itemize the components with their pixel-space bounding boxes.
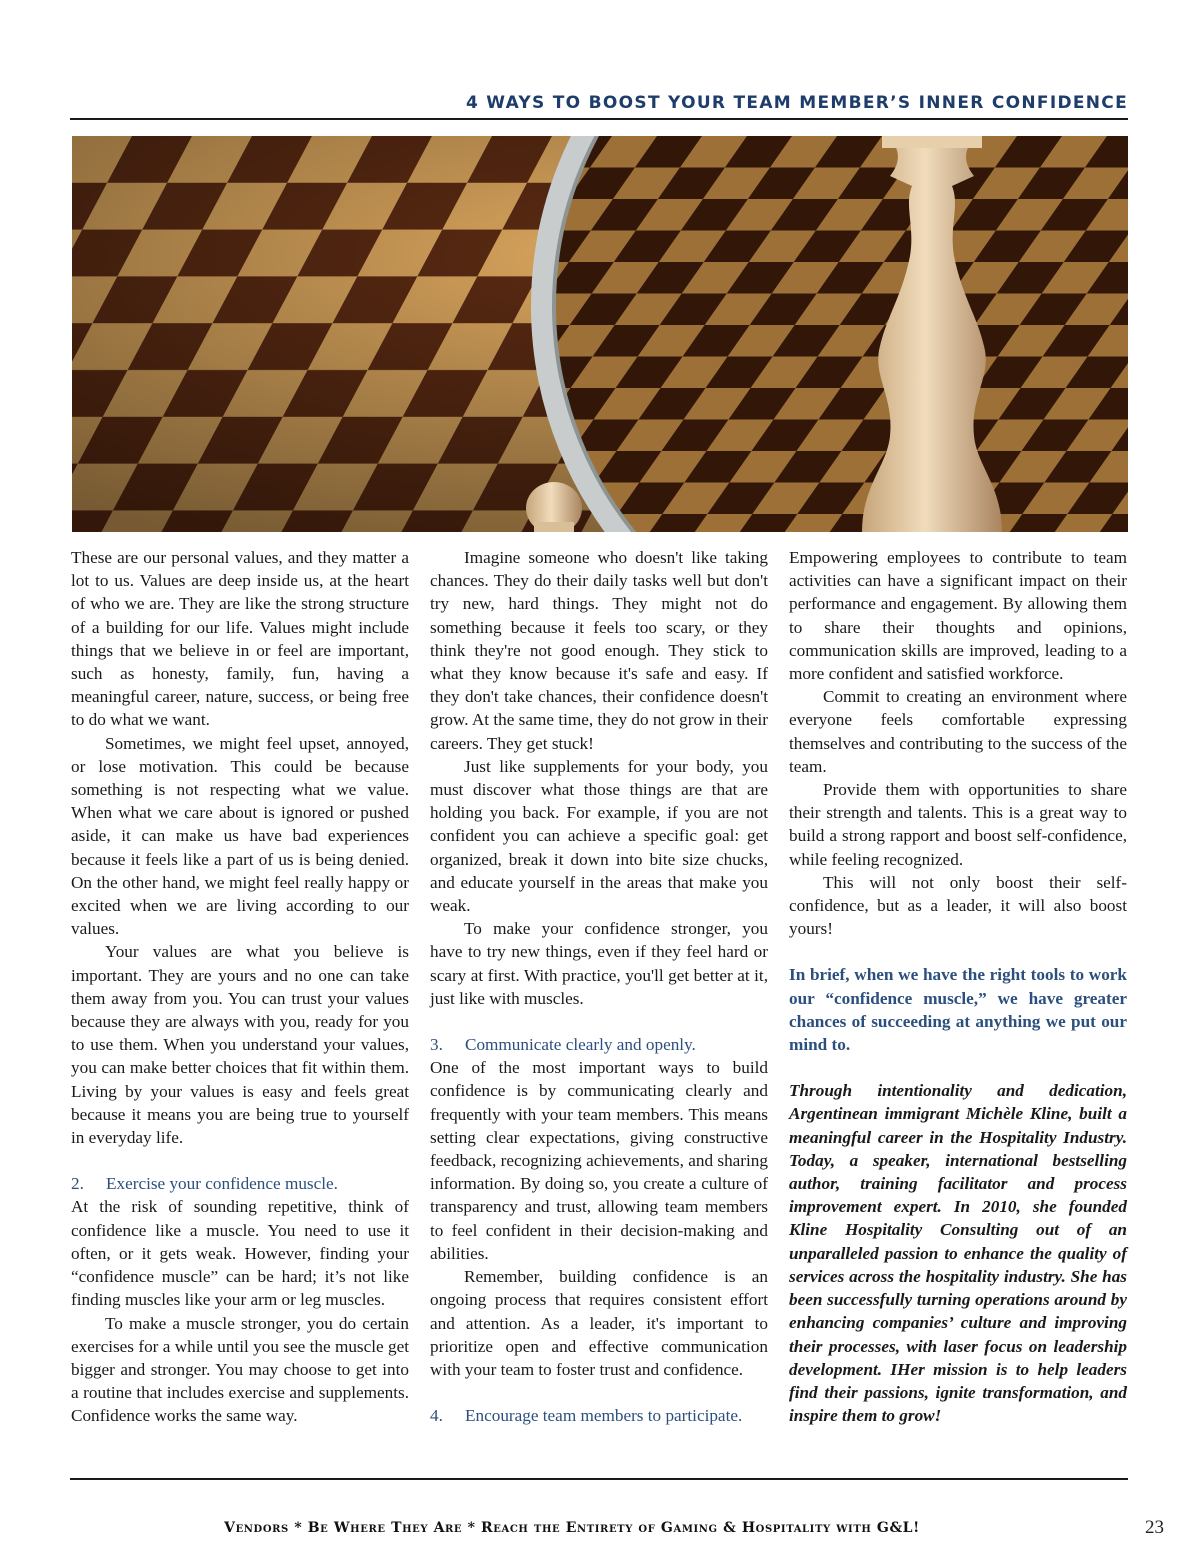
paragraph: Your values are what you believe is important. They are yours and no one can take them away from you. You can trust your values because they are always with you, ready for you to use them. When you understand your values, you can make better choices that fit within them. Living by your values is easy and feels great because it means you are being true to yourself in everyday life. bbox=[71, 942, 409, 1148]
paragraph: These are our personal values, and they matter a lot to us. Values are deep inside us, at the heart of who we are. They are like the strong structure of a building for our life. Values might include things that we believe in or feel are important, such as honesty, family, fun, having a meaningful career, nature, success, or being free to do what we want. bbox=[71, 548, 409, 730]
summary-callout: In brief, when we have the right tools to work our “confidence muscle,” we have greater chances of succeeding at anything we put our mind to. bbox=[789, 965, 1127, 1055]
section-title: Encourage team members to participate. bbox=[465, 1406, 743, 1426]
author-bio: Through intentionality and dedication, Argentinean immigrant Michèle Kline, built a meaningful career in the Hospitality Industry. Today, a speaker, international bestselling author, training facilitator and process improvement expert. In 2010, she founded Kline Hospitality Consulting out of an unparalleled passion to enhance the quality of services across the hospitality industry. She has been successfully turning operations around by enhancing companies’ culture and improving their processes, with laser focus on leadership development. IHer mission is to help leaders find their passions, ignite transformation, and inspire them to grow! bbox=[789, 1081, 1127, 1426]
paragraph: Sometimes, we might feel upset, annoyed, or lose motivation. This could be because something is not respecting what we value. When what we care about is ignored or pushed aside, it can make us have bad experiences because it feels like a part of us is being denied. On the other hand, we might feel really happy or excited when we are living according to our values. bbox=[71, 733, 409, 939]
spacer bbox=[430, 1381, 768, 1404]
section-heading-3 bbox=[430, 1033, 768, 1056]
hero-image bbox=[72, 136, 1128, 532]
paragraph: Imagine someone who doesn't like taking chances. They do their daily tasks well but don't try new, hard things. They might not do something because it feels too scary, or they think they're not good enough. They stick to what they know because it's safe and easy. If they don't take chances, their confidence doesn't grow. At the same time, they do not grow in their careers. They get stuck! bbox=[430, 548, 768, 753]
text-column-1 bbox=[71, 546, 409, 1428]
chess-king-in-mirror-image bbox=[72, 136, 1128, 532]
paragraph: One of the most important ways to build confidence is by communicating clearly and frequently with your team members. This means setting clear expectations, giving constructive feedback, recognizing achievements, and sharing information. By doing so, you create a culture of transparency and trust, allowing team members to feel confident in their decision-making and abilities. bbox=[430, 1058, 768, 1263]
paragraph: This will not only boost their self-confidence, but as a leader, it will also boost yours! bbox=[789, 872, 1127, 939]
paragraph: Just like supplements for your body, you must discover what those things are that are holding you back. For example, if you are not confident you can achieve a specific goal: get organized, break it down into bite size chucks, and educate yourself in the areas that make you weak. bbox=[430, 756, 768, 916]
spacer bbox=[789, 940, 1127, 963]
section-heading-4 bbox=[430, 1404, 768, 1427]
section-number: 4. bbox=[430, 1406, 443, 1426]
footer-tagline: Vendors * Be Where They Are * Reach the Entirety of Gaming & Hospitality with G&L! bbox=[224, 1520, 920, 1536]
paragraph: To make a muscle stronger, you do certain exercises for a while until you see the muscle get bigger and stronger. You may choose to get into a routine that includes exercise and supplements. Confidence works the same way. bbox=[71, 1313, 409, 1426]
paragraph: At the risk of sounding repetitive, think of confidence like a muscle. You need to use it often, or it gets weak. However, finding your “confidence muscle” can be hard; it’s not like finding muscles like your arm or leg muscles. bbox=[71, 1197, 409, 1310]
spacer bbox=[789, 1056, 1127, 1079]
spacer bbox=[71, 1149, 409, 1172]
spacer bbox=[430, 1010, 768, 1033]
section-title: Exercise your confidence muscle. bbox=[106, 1174, 338, 1194]
section-heading-2 bbox=[71, 1172, 409, 1195]
text-column-3 bbox=[789, 546, 1127, 1427]
paragraph: Commit to creating an environment where everyone feels comfortable expressing themselves and contributing to the success of the team. bbox=[789, 687, 1127, 776]
text-column-2 bbox=[430, 546, 768, 1427]
footer-rule bbox=[70, 1478, 1128, 1480]
section-number: 2. bbox=[71, 1174, 84, 1194]
paragraph: To make your confidence stronger, you have to try new things, even if they feel hard or scary at first. With practice, you'll get better at it, just like with muscles. bbox=[430, 919, 768, 1008]
header-rule bbox=[70, 118, 1128, 120]
paragraph: Remember, building confidence is an ongoing process that requires consistent effort and attention. As a leader, it's important to prioritize open and effective communication with your team to foster trust and confidence. bbox=[430, 1267, 768, 1379]
paragraph: Empowering employees to contribute to team activities can have a significant impact on their performance and engagement. By allowing them to share their thoughts and opinions, communication skills are improved, leading to a more confident and satisfied workforce. bbox=[789, 548, 1127, 684]
paragraph: Provide them with opportunities to share their strength and talents. This is a great way to build a strong rapport and boost self-confidence, while feeling recognized. bbox=[789, 780, 1127, 869]
page-number: 23 bbox=[1145, 1517, 1164, 1538]
section-title: Communicate clearly and openly. bbox=[465, 1035, 696, 1055]
section-number: 3. bbox=[430, 1035, 443, 1055]
running-header-title: 4 WAYS TO BOOST YOUR TEAM MEMBER’S INNER CONFIDENCE bbox=[465, 93, 1128, 113]
